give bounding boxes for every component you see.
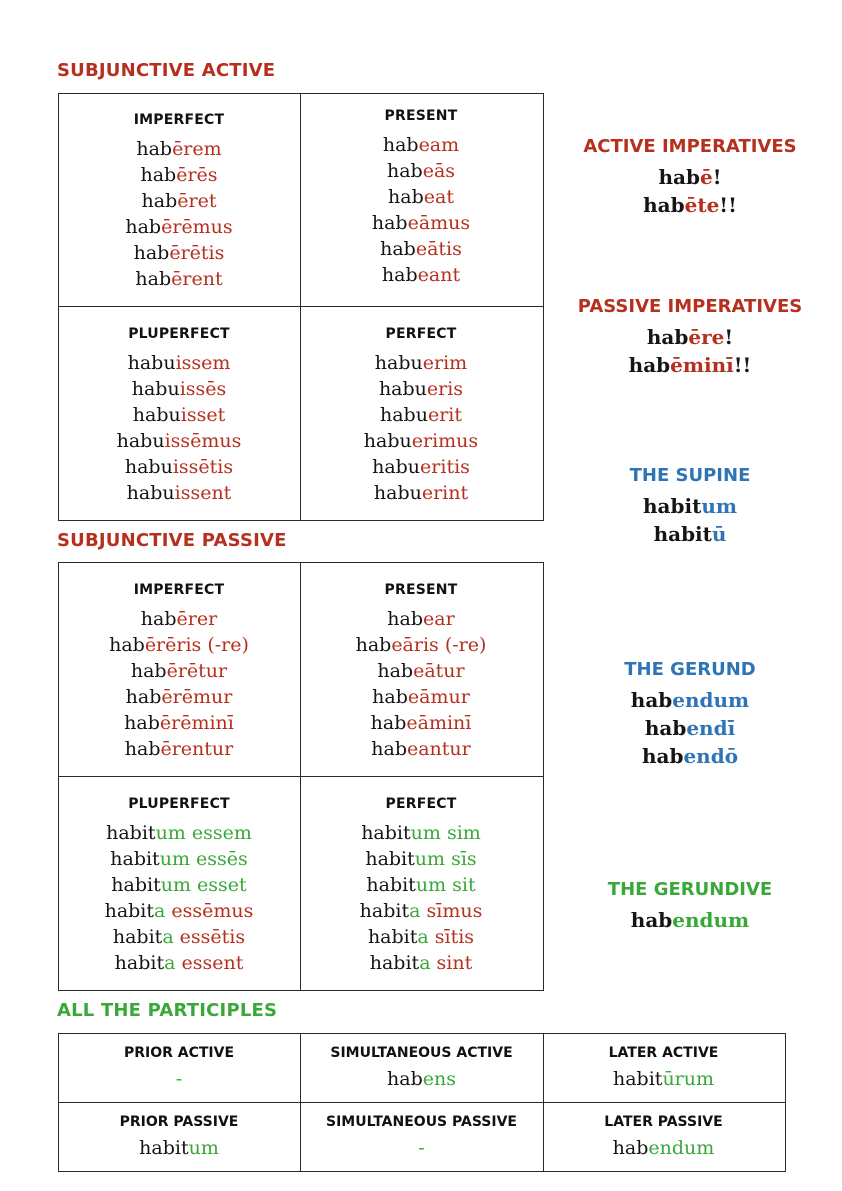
- verb-form: [300, 236, 542, 262]
- passive-perfect-header: PERFECT: [385, 796, 457, 812]
- side-form: [560, 351, 820, 379]
- form-ending: issēmus: [164, 430, 242, 452]
- active-imperatives-title: ACTIVE IMPERATIVES: [583, 136, 797, 157]
- participle-header: LATER ACTIVE: [608, 1045, 719, 1061]
- passive-imperfect-forms: [58, 606, 300, 762]
- form-stem: hab: [371, 738, 407, 760]
- form-ending: -: [418, 1137, 425, 1159]
- verb-form: [58, 136, 300, 162]
- form-participle-ending: um: [415, 874, 447, 896]
- form-stem: hab: [658, 165, 700, 189]
- passive-perfect-cell: [300, 796, 542, 976]
- side-form: [560, 323, 820, 351]
- form-ending: eris: [426, 378, 464, 400]
- verb-form: [58, 872, 300, 898]
- form-stem: habit: [365, 848, 415, 870]
- form-auxiliary: essem: [185, 822, 252, 844]
- gerund-block: [560, 659, 820, 770]
- form-participle-ending: a: [409, 900, 421, 922]
- form-stem: habit: [104, 900, 155, 922]
- form-stem: habit: [111, 874, 161, 896]
- verb-form: [58, 710, 300, 736]
- form-ending: ear: [423, 608, 455, 630]
- form-ending: ērer: [176, 608, 218, 630]
- form-auxiliary: essent: [175, 952, 244, 974]
- form-auxiliary: sit: [446, 874, 476, 896]
- form-ending: ē: [699, 165, 713, 189]
- verb-form: [58, 606, 300, 632]
- active-present-cell: [300, 108, 542, 288]
- form-stem: hab: [387, 608, 424, 630]
- verb-form: [58, 214, 300, 240]
- form-stem: habit: [359, 900, 410, 922]
- side-form: [560, 163, 820, 191]
- form-participle-ending: um: [160, 874, 192, 896]
- form-ending: eātis: [415, 238, 462, 260]
- form-stem: hab: [370, 712, 407, 734]
- form-auxiliary: sītis: [428, 926, 475, 948]
- form-stem: hab: [377, 660, 414, 682]
- form-stem: habit: [112, 926, 163, 948]
- active-imperfect-forms: [58, 136, 300, 292]
- form-auxiliary: esset: [191, 874, 247, 896]
- form-auxiliary: sīmus: [420, 900, 483, 922]
- verb-form: [300, 454, 542, 480]
- form-stem: hab: [380, 238, 416, 260]
- side-form: [560, 714, 820, 742]
- verb-form: [300, 924, 542, 950]
- verb-form: [58, 950, 300, 976]
- form-ending: ērēs: [176, 164, 218, 186]
- passive-imperfect-cell: [58, 582, 300, 762]
- verb-form: [58, 428, 300, 454]
- form-stem: hab: [140, 608, 177, 630]
- form-ending: issētis: [172, 456, 234, 478]
- form-ending: ērentur: [160, 738, 234, 760]
- participle-header: SIMULTANEOUS PASSIVE: [326, 1114, 517, 1130]
- verb-form: [58, 240, 300, 266]
- subjunctive-active-title: SUBJUNCTIVE ACTIVE: [57, 60, 276, 81]
- verb-form: [58, 480, 300, 506]
- form-ending: ērēmur: [161, 686, 233, 708]
- passive-pluperfect-header: PLUPERFECT: [128, 796, 230, 812]
- form-stem: hab: [140, 164, 177, 186]
- form-participle-ending: a: [154, 900, 166, 922]
- active-pluperfect-cell: [58, 326, 300, 506]
- passive-imperatives-block: [560, 296, 820, 379]
- form-ending: endum: [672, 908, 750, 932]
- active-imperfect-cell: [58, 112, 300, 292]
- subjunctive-passive-title: SUBJUNCTIVE PASSIVE: [57, 530, 287, 551]
- form-ending: eritis: [420, 456, 470, 478]
- form-stem: hab: [109, 634, 145, 656]
- verb-form: [58, 658, 300, 684]
- gerundive-block: [560, 879, 820, 934]
- participle-header: LATER PASSIVE: [604, 1114, 723, 1130]
- verb-form: [58, 162, 300, 188]
- form-ending: eant: [417, 264, 461, 286]
- participle-form: [543, 1136, 784, 1160]
- active-pluperfect-forms: [58, 350, 300, 506]
- supine-block: [560, 465, 820, 548]
- active-imperatives-block: [560, 136, 820, 219]
- verb-form: [300, 428, 542, 454]
- form-punctuation: !!: [733, 353, 752, 377]
- side-form: [560, 686, 820, 714]
- active-present-forms: [300, 132, 542, 288]
- form-stem: habu: [372, 456, 421, 478]
- verb-form: [300, 402, 542, 428]
- form-ending: endī: [686, 716, 736, 740]
- verb-form: [300, 898, 542, 924]
- participle-cell: [58, 1045, 300, 1091]
- form-auxiliary: sīs: [445, 848, 477, 870]
- side-form: [560, 191, 820, 219]
- side-form: [560, 906, 820, 934]
- passive-perfect-forms: [300, 820, 542, 976]
- form-ending: eās: [422, 160, 456, 182]
- form-stem: habu: [116, 430, 165, 452]
- form-ending: eam: [418, 134, 460, 156]
- form-stem: habu: [124, 456, 173, 478]
- form-ending: um: [188, 1137, 219, 1159]
- side-form: [560, 492, 820, 520]
- passive-pluperfect-cell: [58, 796, 300, 976]
- participle-form: [58, 1067, 300, 1091]
- participle-form: [58, 1136, 300, 1160]
- form-stem: hab: [388, 186, 424, 208]
- form-ending: erimus: [411, 430, 479, 452]
- active-perfect-header: PERFECT: [385, 326, 457, 342]
- form-participle-ending: a: [164, 952, 176, 974]
- form-ending: erim: [422, 352, 468, 374]
- active-pluperfect-header: PLUPERFECT: [128, 326, 230, 342]
- form-stem: habu: [127, 352, 176, 374]
- participle-header: PRIOR ACTIVE: [123, 1045, 235, 1061]
- verb-form: [300, 158, 542, 184]
- supine-title: THE SUPINE: [629, 465, 751, 486]
- form-stem: habu: [379, 404, 428, 426]
- form-ending: isset: [180, 404, 226, 426]
- verb-form: [300, 846, 542, 872]
- verb-form: [300, 684, 542, 710]
- form-ending: -: [175, 1068, 183, 1090]
- participle-cell: [543, 1045, 784, 1091]
- form-auxiliary: sint: [430, 952, 473, 974]
- form-stem: hab: [130, 660, 167, 682]
- verb-form: [58, 736, 300, 762]
- form-stem: hab: [371, 212, 408, 234]
- form-ending: ērēminī: [159, 712, 234, 734]
- participle-form: [300, 1136, 543, 1160]
- form-ending: issēs: [179, 378, 227, 400]
- participle-cell: [300, 1045, 543, 1091]
- form-stem: hab: [124, 738, 161, 760]
- form-ending: ēminī: [670, 353, 734, 377]
- form-participle-ending: a: [417, 926, 429, 948]
- verb-form: [300, 606, 542, 632]
- form-stem: habu: [131, 378, 180, 400]
- form-auxiliary: sim: [440, 822, 481, 844]
- participle-header: SIMULTANEOUS ACTIVE: [330, 1045, 513, 1061]
- form-stem: hab: [136, 138, 173, 160]
- form-stem: hab: [630, 908, 673, 932]
- verb-form: [58, 402, 300, 428]
- form-ending: erint: [421, 482, 469, 504]
- verb-form: [300, 632, 542, 658]
- verb-form: [300, 480, 542, 506]
- form-stem: hab: [643, 193, 685, 217]
- form-stem: hab: [628, 353, 671, 377]
- verb-form: [58, 632, 300, 658]
- form-stem: hab: [133, 242, 170, 264]
- passive-present-cell: [300, 582, 542, 762]
- form-auxiliary: essēmus: [165, 900, 254, 922]
- passive-present-forms: [300, 606, 542, 762]
- gerund-title: THE GERUND: [624, 659, 756, 680]
- form-ending: ērētis: [169, 242, 225, 264]
- form-participle-ending: um: [414, 848, 446, 870]
- verb-form: [58, 188, 300, 214]
- verb-form: [58, 820, 300, 846]
- form-auxiliary: essēs: [189, 848, 248, 870]
- verb-form: [58, 376, 300, 402]
- form-punctuation: !: [724, 325, 734, 349]
- participle-cell: [58, 1114, 300, 1160]
- form-stem: hab: [382, 134, 419, 156]
- verb-form: [58, 266, 300, 292]
- form-ending: ēre: [688, 325, 725, 349]
- form-participle-ending: um: [410, 822, 441, 844]
- form-ending: eāmur: [407, 686, 470, 708]
- form-ending: ēret: [177, 190, 217, 212]
- form-stem: habit: [139, 1137, 189, 1159]
- active-perfect-forms: [300, 350, 542, 506]
- form-ending: ūrum: [662, 1068, 715, 1090]
- participles-title: ALL THE PARTICIPLES: [57, 1000, 278, 1021]
- form-stem: hab: [387, 1068, 423, 1090]
- form-ending: ērēmus: [161, 216, 233, 238]
- form-participle-ending: um: [155, 822, 186, 844]
- form-stem: hab: [381, 264, 418, 286]
- form-stem: hab: [141, 190, 178, 212]
- form-stem: hab: [612, 1137, 649, 1159]
- form-ending: eantur: [406, 738, 471, 760]
- form-ending: eāris (-re): [391, 634, 487, 656]
- form-ending: endum: [648, 1137, 715, 1159]
- form-participle-ending: um: [159, 848, 190, 870]
- side-form: [560, 742, 820, 770]
- verb-form: [58, 898, 300, 924]
- passive-imperatives-title: PASSIVE IMPERATIVES: [577, 296, 803, 317]
- participle-form: [543, 1067, 784, 1091]
- form-ending: issem: [175, 352, 231, 374]
- verb-form: [300, 376, 542, 402]
- verb-form: [58, 684, 300, 710]
- form-auxiliary: essētis: [173, 926, 246, 948]
- form-participle-ending: a: [419, 952, 431, 974]
- form-ending: ēte: [684, 193, 720, 217]
- form-stem: habit: [361, 822, 411, 844]
- verb-form: [300, 350, 542, 376]
- form-ending: erit: [427, 404, 462, 426]
- verb-form: [300, 950, 542, 976]
- form-ending: issent: [174, 482, 232, 504]
- form-punctuation: !!: [719, 193, 737, 217]
- form-ending: eāmus: [407, 212, 471, 234]
- active-imperfect-header: IMPERFECT: [133, 112, 225, 128]
- verb-form: [58, 350, 300, 376]
- form-stem: habit: [612, 1068, 663, 1090]
- passive-pluperfect-forms: [58, 820, 300, 976]
- form-ending: um: [701, 494, 738, 518]
- verb-form: [58, 846, 300, 872]
- form-stem: habit: [369, 952, 420, 974]
- verb-form: [300, 132, 542, 158]
- form-stem: hab: [644, 716, 687, 740]
- verb-form: [300, 872, 542, 898]
- form-stem: habit: [642, 494, 702, 518]
- verb-form: [300, 184, 542, 210]
- form-stem: habu: [378, 378, 427, 400]
- form-ending: ērent: [171, 268, 223, 290]
- verb-form: [58, 454, 300, 480]
- form-stem: habit: [366, 874, 416, 896]
- form-stem: habit: [106, 822, 156, 844]
- verb-form: [300, 710, 542, 736]
- participle-cell: [543, 1114, 784, 1160]
- form-stem: hab: [646, 325, 689, 349]
- form-participle-ending: a: [162, 926, 174, 948]
- active-present-header: PRESENT: [384, 108, 458, 124]
- participle-header: PRIOR PASSIVE: [119, 1114, 239, 1130]
- verb-form: [300, 736, 542, 762]
- verb-form: [300, 658, 542, 684]
- form-stem: hab: [641, 744, 684, 768]
- participle-form: [300, 1067, 543, 1091]
- form-ending: endum: [672, 688, 750, 712]
- verb-form: [300, 262, 542, 288]
- participle-cell: [300, 1114, 543, 1160]
- form-stem: habu: [373, 482, 422, 504]
- form-stem: habu: [132, 404, 181, 426]
- form-ending: ērēris (-re): [144, 634, 249, 656]
- form-stem: habu: [126, 482, 175, 504]
- form-ending: eātur: [413, 660, 465, 682]
- form-ending: ū: [711, 522, 727, 546]
- form-stem: hab: [135, 268, 172, 290]
- form-stem: habit: [653, 522, 712, 546]
- form-stem: habu: [363, 430, 412, 452]
- passive-imperfect-header: IMPERFECT: [133, 582, 225, 598]
- form-stem: habit: [367, 926, 418, 948]
- form-stem: habu: [374, 352, 423, 374]
- form-stem: habit: [110, 848, 160, 870]
- form-ending: ērētur: [166, 660, 228, 682]
- form-stem: hab: [124, 712, 160, 734]
- form-ending: ens: [422, 1068, 456, 1090]
- gerundive-title: THE GERUNDIVE: [607, 879, 773, 900]
- form-stem: hab: [630, 688, 673, 712]
- form-ending: endō: [683, 744, 739, 768]
- form-ending: eāminī: [406, 712, 472, 734]
- form-ending: eat: [423, 186, 454, 208]
- side-form: [560, 520, 820, 548]
- form-ending: ērem: [172, 138, 222, 160]
- verb-form: [300, 210, 542, 236]
- form-punctuation: !: [712, 165, 722, 189]
- passive-present-header: PRESENT: [384, 582, 458, 598]
- form-stem: hab: [125, 686, 162, 708]
- form-stem: hab: [386, 160, 423, 182]
- form-stem: hab: [372, 686, 408, 708]
- form-stem: habit: [114, 952, 165, 974]
- active-perfect-cell: [300, 326, 542, 506]
- form-stem: hab: [125, 216, 162, 238]
- form-stem: hab: [355, 634, 392, 656]
- verb-form: [300, 820, 542, 846]
- verb-form: [58, 924, 300, 950]
